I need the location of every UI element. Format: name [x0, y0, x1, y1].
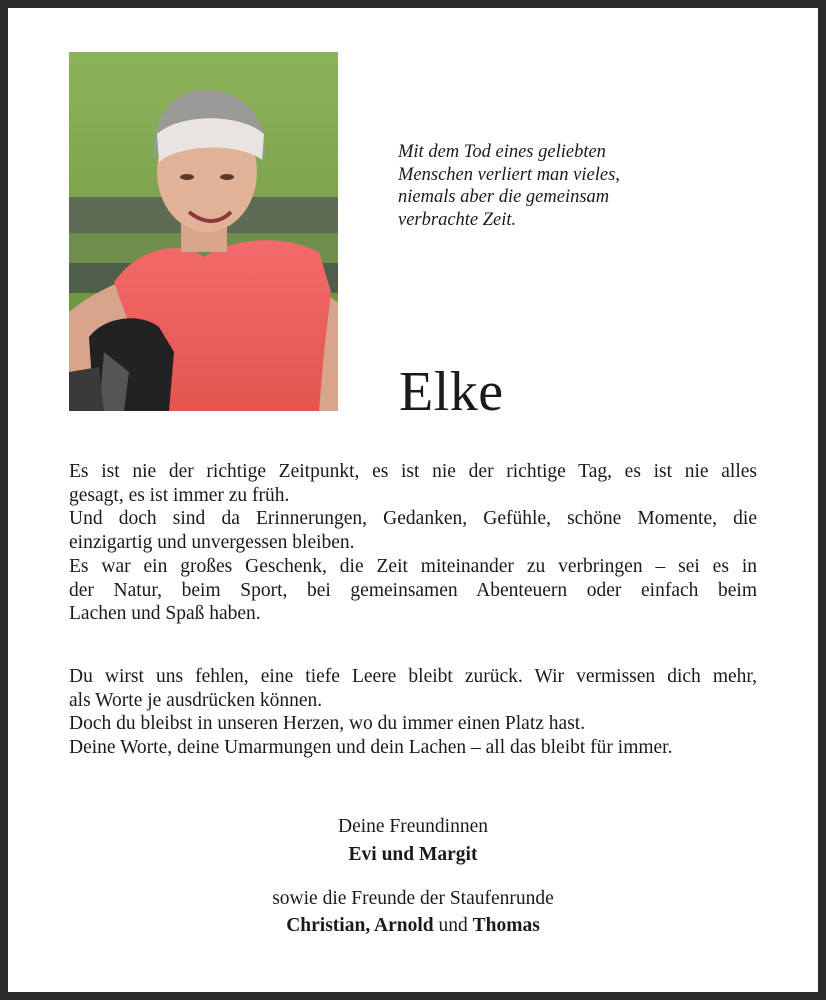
paragraph-line: Lachen und Spaß haben.: [69, 603, 261, 625]
quote-line: Mit dem Tod eines geliebten: [398, 142, 606, 162]
paragraph-line: Deine Worte, deine Umarmungen und dein Lachen – all das bleibt für immer.: [69, 737, 673, 759]
signature-conjunction: und: [433, 915, 473, 936]
signature-names-2: [8, 914, 818, 938]
tribute-paragraph-1: [69, 460, 757, 626]
tribute-paragraph-2: [69, 665, 757, 760]
quote-line: Menschen verliert man vieles,: [398, 164, 620, 185]
paragraph-line: Du wirst uns fehlen, eine tiefe Leere bleibt zurück. Wir vermissen dich mehr,: [69, 666, 757, 687]
deceased-name: Elke: [399, 361, 504, 423]
quote-line: niemals aber die gemeinsam: [398, 187, 610, 207]
paragraph-line: einzigartig und unvergessen bleiben.: [69, 532, 355, 554]
paragraph-line: Und doch sind da Erinnerungen, Gedanken, Gefühle, schöne Momente, die: [69, 508, 757, 530]
paragraph-line: der Natur, beim Sport, bei gemeinsamen Abenteuern oder einfach beim: [69, 579, 757, 601]
paragraph-line: Doch du bleibst in unseren Herzen, wo du immer einen Platz hast.: [69, 713, 586, 735]
signature-names: Evi und Margit: [348, 844, 478, 865]
paragraph-line: Es ist nie der richtige Zeitpunkt, es ist nie der richtige Tag, es ist nie alles: [69, 461, 757, 482]
paragraph-line: als Worte je ausdrücken können.: [69, 689, 323, 711]
memorial-quote: [398, 141, 698, 231]
paragraph-line: Es war ein großes Geschenk, die Zeit miteinander zu verbringen – sei es in: [69, 555, 757, 577]
portrait-photo: [69, 52, 338, 411]
quote-line: verbrachte Zeit.: [398, 209, 517, 230]
signature-name: Thomas: [472, 915, 540, 936]
signature-name-group: Christian, Arnold: [286, 915, 434, 936]
paragraph-line: gesagt, es ist immer zu früh.: [69, 484, 290, 506]
signature-intro: Deine Freundinnen: [337, 816, 488, 837]
signature-intro-2: sowie die Freunde der Staufenrunde: [272, 888, 554, 909]
